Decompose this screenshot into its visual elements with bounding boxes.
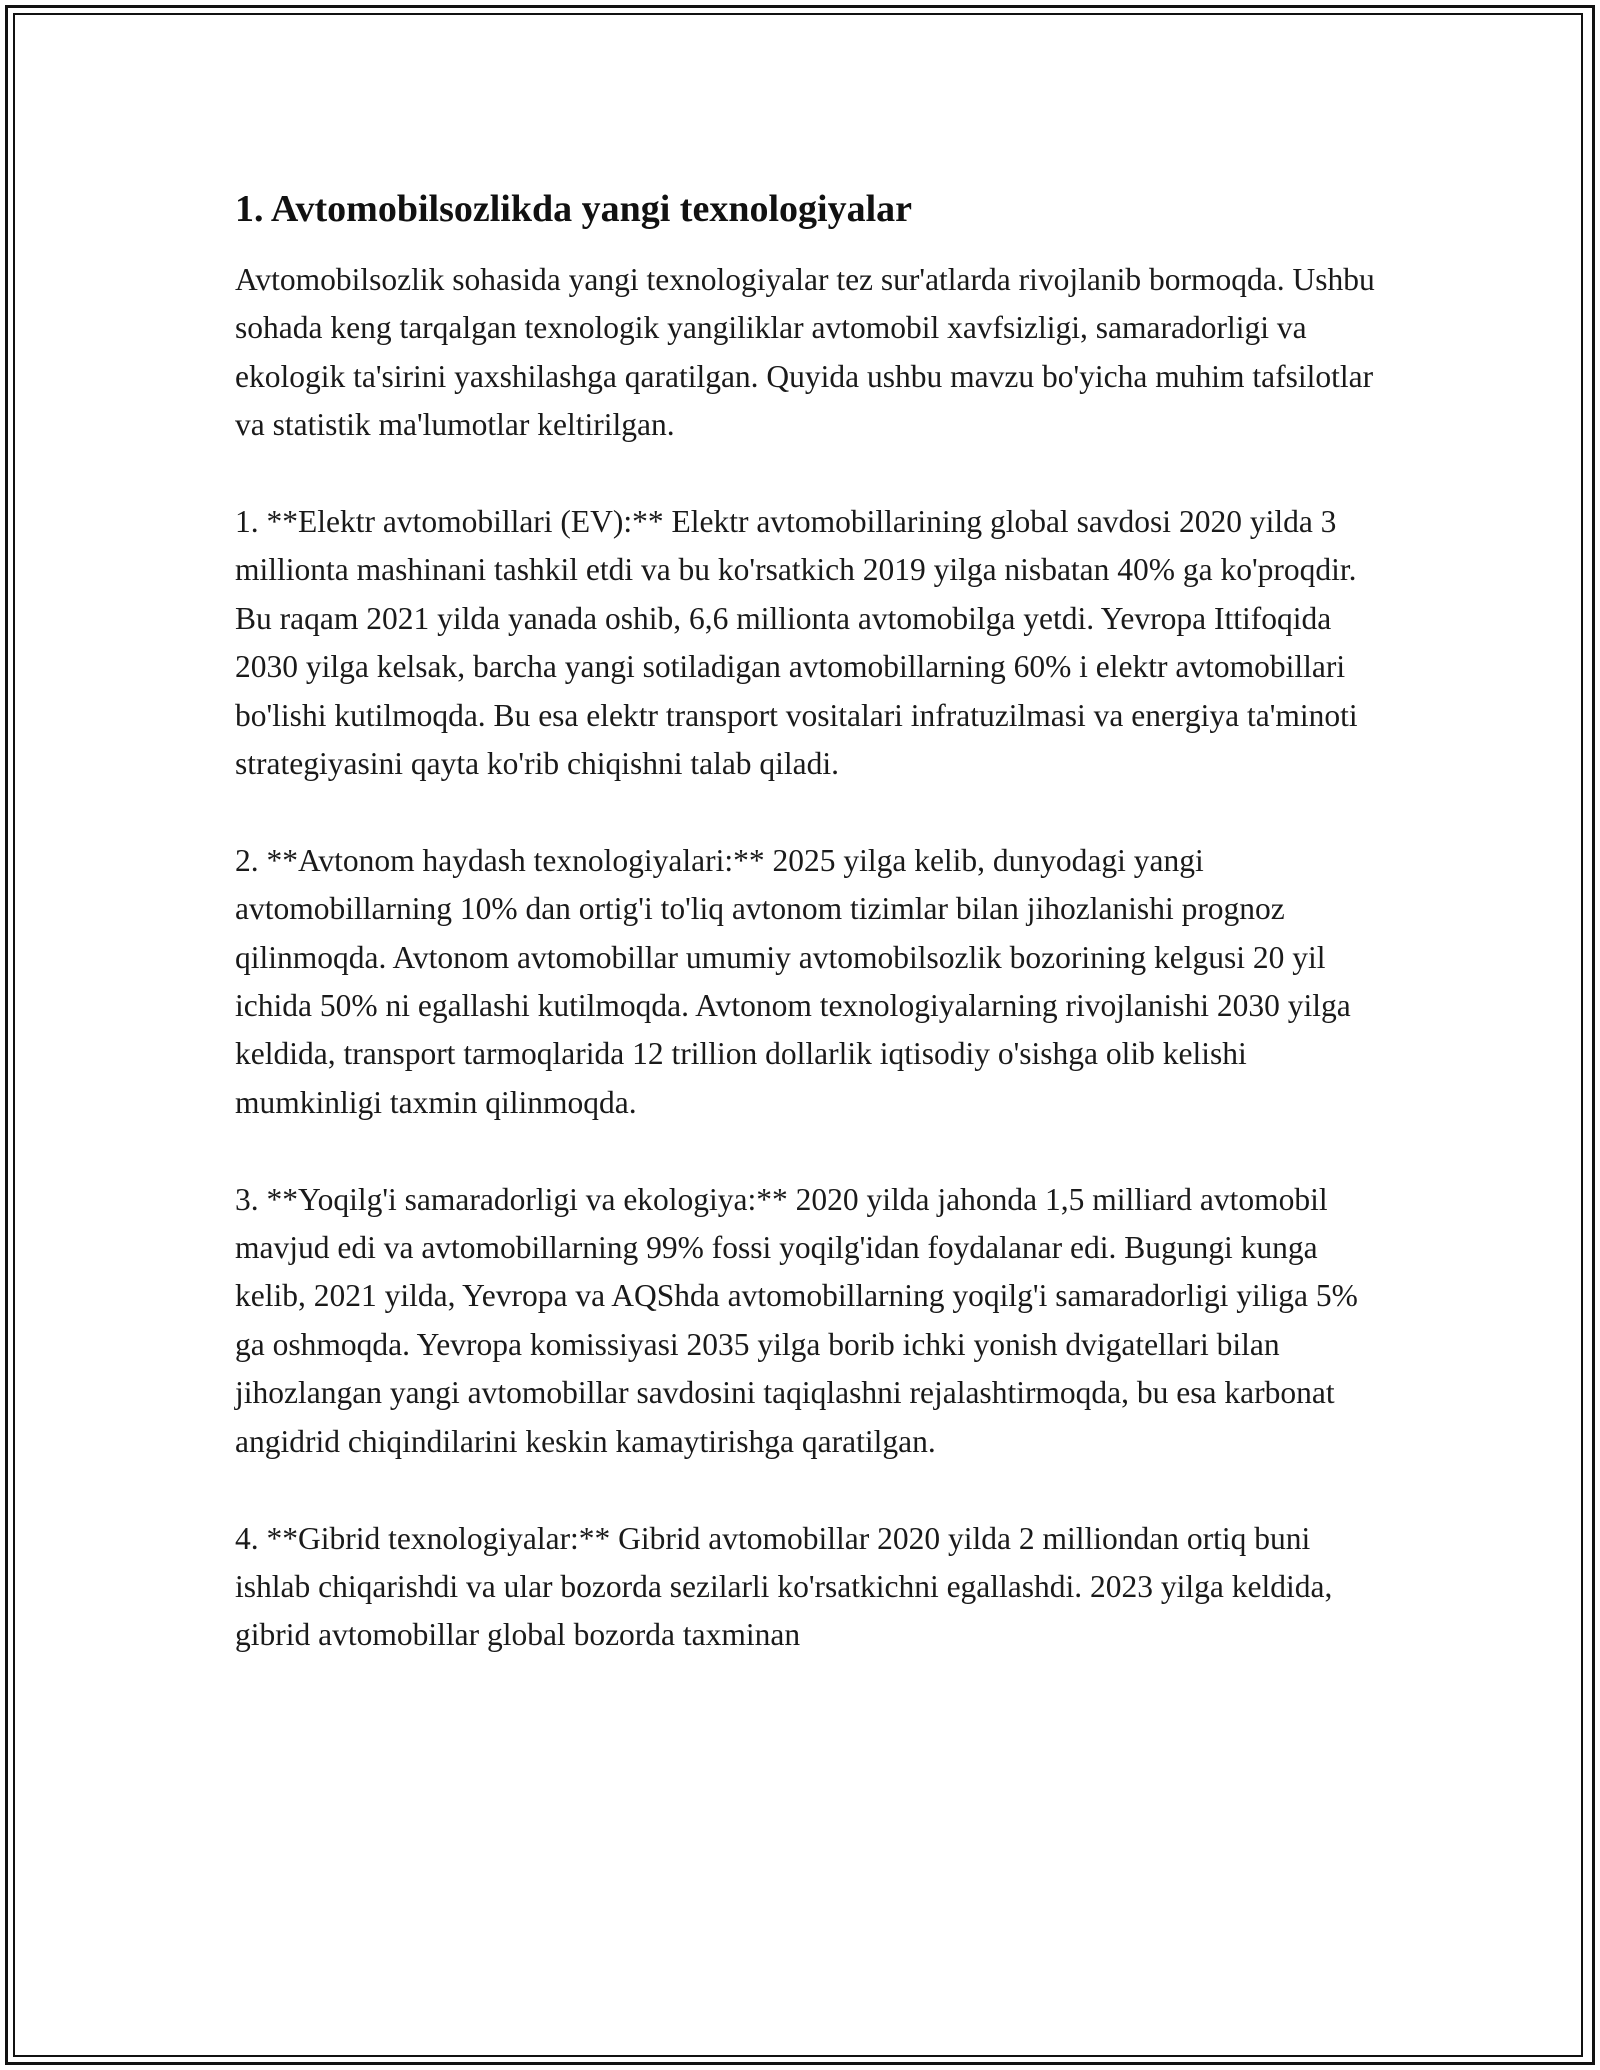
fuel-efficiency-paragraph: 3. **Yoqilg'i samaradorligi va ekologiya:** 2020 yilda jahonda 1,5 milliard avtomobil mavjud edi va avtomobillarning 99% fossi yoqilg'idan foydalanar edi. Bugungi kunga kelib, 2021 yilda, Yevropa va AQShda avtomobillarning yoqilg'i samaradorligi yiliga 5% ga oshmoqda. Yevropa komissiyasi 2035 yilga borib ichki yonish dvigatellari bilan jihozlangan yangi avtomobillar savdosini taqiqlashni rejalashtirmoqda, bu esa karbonat angidrid chiqindilarini keskin kamaytirishga qaratilgan.	[235, 1181, 1358, 1459]
hybrid-technologies-paragraph: 4. **Gibrid texnologiyalar:** Gibrid avtomobillar 2020 yilda 2 milliondan ortiq buni ishlab chiqarishdi va ular bozorda sezilarli ko'rsatkichni egallashdi. 2023 yilga keldida, gibrid avtomobillar global bozorda taxminan	[235, 1520, 1333, 1653]
document-body	[235, 186, 1375, 1708]
section-heading: 1. Avtomobilsozlikda yangi texnologiyalar	[235, 188, 913, 230]
autonomous-driving-paragraph: 2. **Avtonom haydash texnologiyalari:** 2025 yilga kelib, dunyodagi yangi avtomobillarning 10% dan ortig'i to'liq avtonom tizimlar bilan jihozlanishi prognoz qilinmoqda. Avtonom avtomobillar umumiy avtomobilsozlik bozorining kelgusi 20 yil ichida 50% ni egallashi kutilmoqda. Avtonom texnologiyalarning rivojlanishi 2030 yilga keldida, transport tarmoqlarida 12 trillion dollarlik iqtisodiy o'sishga olib kelishi mumkinligi taxmin qilinmoqda.	[235, 842, 1351, 1120]
ev-paragraph: 1. **Elektr avtomobillari (EV):** Elektr avtomobillarining global savdosi 2020 yilda 3 millionta mashinani tashkil etdi va bu ko'rsatkich 2019 yilga nisbatan 40% ga ko'proqdir. Bu raqam 2021 yilda yanada oshib, 6,6 millionta avtomobilga yetdi. Yevropa Ittifoqida 2030 yilga kelsak, barcha yangi sotiladigan avtomobillarning 60% i elektr avtomobillari bo'lishi kutilmoqda. Bu esa elektr transport vositalari infratuzilmasi va energiya ta'minoti strategiyasini qayta ko'rib chiqishni talab qiladi.	[235, 504, 1358, 782]
intro-paragraph: Avtomobilsozlik sohasida yangi texnologiyalar tez sur'atlarda rivojlanib bormoqda. Ushbu sohada keng tarqalgan texnologik yangiliklar avtomobil xavfsizligi, samaradorligi va ekologik ta'sirini yaxshilashga qaratilgan. Quyida ushbu mavzu bo'yicha muhim tafsilotlar va statistik ma'lumotlar keltirilgan.	[235, 262, 1375, 443]
